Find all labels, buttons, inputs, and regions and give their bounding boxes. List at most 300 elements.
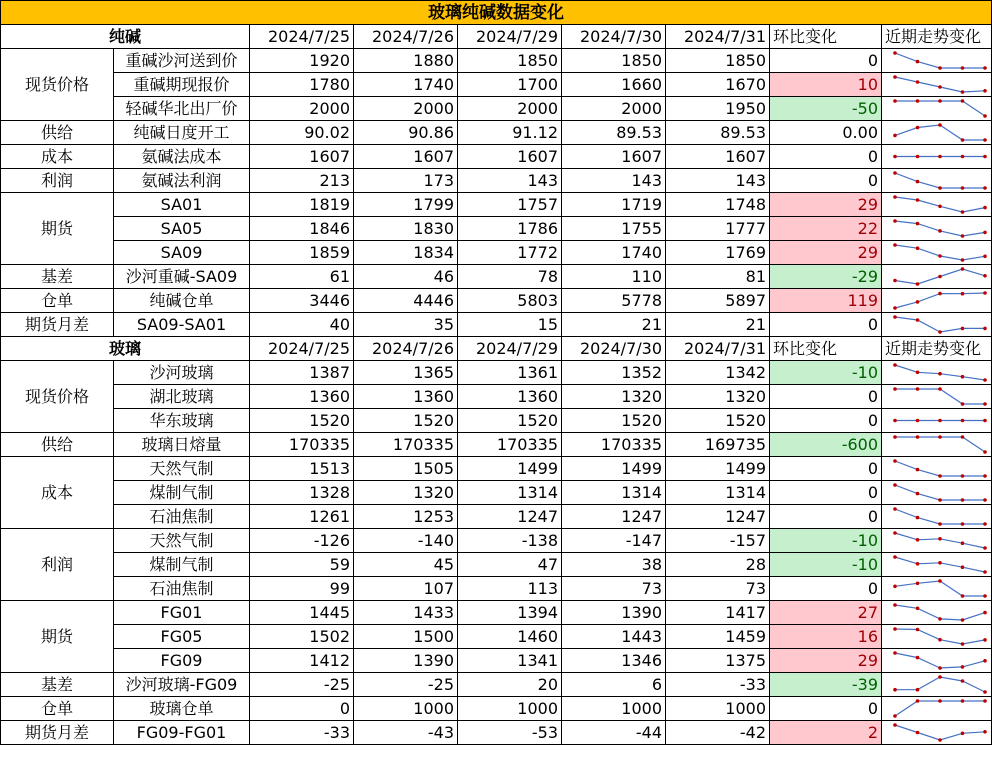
sparkline-point [938, 638, 942, 642]
value-cell: 1719 [562, 193, 666, 217]
table-row [1, 649, 992, 673]
table-row [1, 241, 992, 265]
change-cell: 0 [770, 313, 882, 337]
category-label: 现货价格 [1, 49, 114, 121]
sparkline-point [961, 234, 965, 238]
trend-cell [882, 265, 992, 289]
sparkline-line [895, 461, 985, 476]
sparkline-point [983, 186, 987, 190]
trend-cell [882, 97, 992, 121]
trend-cell [882, 361, 992, 385]
value-cell: 1394 [458, 601, 562, 625]
sparkline-point [916, 180, 920, 184]
sparkline-point [916, 80, 920, 84]
sparkline-chart [885, 625, 992, 648]
sparkline-point [893, 531, 897, 535]
value-cell: 1780 [250, 73, 354, 97]
sparkline-point [916, 699, 920, 703]
sparkline-point [983, 327, 987, 331]
change-cell: -10 [770, 361, 882, 385]
value-cell: 1772 [458, 241, 562, 265]
sparkline-point [893, 171, 897, 175]
sparkline-point [961, 699, 965, 703]
sparkline-point [938, 522, 942, 526]
value-cell: 1777 [666, 217, 770, 241]
trend-cell [882, 49, 992, 73]
date-header: 2024/7/26 [354, 337, 458, 361]
sparkline-point [916, 300, 920, 304]
sparkline-point [938, 675, 942, 679]
trend-cell [882, 481, 992, 505]
sparkline-point [961, 155, 965, 159]
sparkline-point [983, 274, 987, 278]
item-label: FG05 [114, 625, 250, 649]
sparkline-point [916, 538, 920, 542]
sparkline-point [893, 507, 897, 511]
trend-cell [882, 649, 992, 673]
sparkline-point [893, 603, 897, 607]
value-cell: 2000 [562, 97, 666, 121]
value-cell: 1700 [458, 73, 562, 97]
change-cell: -10 [770, 553, 882, 577]
sparkline-point [938, 99, 942, 103]
item-label: 沙河玻璃 [114, 361, 250, 385]
sparkline-point [916, 628, 920, 632]
value-cell: -44 [562, 721, 666, 745]
sparkline-point [961, 679, 965, 683]
value-cell: 89.53 [666, 121, 770, 145]
sparkline-point [983, 66, 987, 70]
value-cell: 1320 [354, 481, 458, 505]
sparkline-point [893, 195, 897, 199]
value-cell: 1520 [666, 409, 770, 433]
value-cell: 1000 [562, 697, 666, 721]
item-label: 石油焦制 [114, 577, 250, 601]
date-header: 2024/7/29 [458, 25, 562, 49]
value-cell: 91.12 [458, 121, 562, 145]
sparkline-point [961, 186, 965, 190]
value-cell: 143 [562, 169, 666, 193]
value-cell: 1520 [250, 409, 354, 433]
sparkline-point [983, 546, 987, 550]
trend-cell [882, 313, 992, 337]
trend-header: 近期走势变化 [882, 25, 992, 49]
value-cell: -33 [250, 721, 354, 745]
change-cell: -10 [770, 529, 882, 553]
sparkline-point [893, 134, 897, 138]
table-row [1, 721, 992, 745]
value-cell: 1850 [666, 49, 770, 73]
value-cell: 47 [458, 553, 562, 577]
value-cell: 1834 [354, 241, 458, 265]
sparkline-point [983, 522, 987, 526]
change-cell: 0 [770, 145, 882, 169]
item-label: 玻璃仓单 [114, 697, 250, 721]
table-row [1, 481, 992, 505]
table-row [1, 673, 992, 697]
sparkline-point [893, 723, 897, 727]
item-label: 华东玻璃 [114, 409, 250, 433]
value-cell: 1247 [562, 505, 666, 529]
value-cell: -43 [354, 721, 458, 745]
value-cell: 73 [666, 577, 770, 601]
value-cell: 1748 [666, 193, 770, 217]
value-cell: 1417 [666, 601, 770, 625]
sparkline-point [961, 498, 965, 502]
value-cell: 1786 [458, 217, 562, 241]
sparkline-point [916, 99, 920, 103]
sparkline-point [961, 541, 965, 545]
item-label: SA09-SA01 [114, 313, 250, 337]
sparkline-point [916, 435, 920, 439]
value-cell: 45 [354, 553, 458, 577]
sparkline-point [916, 126, 920, 130]
value-cell: -138 [458, 529, 562, 553]
sparkline-chart [885, 721, 992, 744]
value-cell: 1433 [354, 601, 458, 625]
value-cell: 1360 [250, 385, 354, 409]
sparkline-chart [885, 361, 992, 384]
sparkline-point [916, 371, 920, 375]
sparkline-point [961, 665, 965, 669]
sparkline-line [895, 173, 985, 188]
section-title: 玻璃 [1, 337, 250, 361]
sparkline-point [938, 699, 942, 703]
value-cell: 28 [666, 553, 770, 577]
trend-cell [882, 409, 992, 433]
sparkline-line [895, 125, 985, 140]
section-title: 纯碱 [1, 25, 250, 49]
sparkline-point [938, 186, 942, 190]
sparkline-point [961, 435, 965, 439]
sparkline-point [893, 483, 897, 487]
table-row [1, 505, 992, 529]
sparkline-point [961, 210, 965, 214]
sparkline-point [961, 565, 965, 569]
sparkline-point [983, 255, 987, 259]
section-header-row [1, 337, 992, 361]
table-row [1, 217, 992, 241]
table-row [1, 577, 992, 601]
table-row [1, 145, 992, 169]
value-cell: 1460 [458, 625, 562, 649]
value-cell: 59 [250, 553, 354, 577]
value-cell: 1846 [250, 217, 354, 241]
value-cell: 170335 [458, 433, 562, 457]
sparkline-point [983, 730, 987, 734]
trend-cell [882, 217, 992, 241]
value-cell: 1499 [666, 457, 770, 481]
change-header: 环比变化 [770, 25, 882, 49]
sparkline-point [893, 99, 897, 103]
sparkline-point [961, 642, 965, 646]
value-cell: 1360 [354, 385, 458, 409]
sparkline-point [961, 292, 965, 296]
item-label: SA09 [114, 241, 250, 265]
value-cell: 1920 [250, 49, 354, 73]
table-row [1, 121, 992, 145]
value-cell: 1830 [354, 217, 458, 241]
sparkline-line [895, 581, 985, 596]
sparkline-point [983, 231, 987, 235]
value-cell: 61 [250, 265, 354, 289]
sparkline-point [893, 306, 897, 310]
category-label: 供给 [1, 121, 114, 145]
sparkline-point [938, 123, 942, 127]
change-cell: 0 [770, 385, 882, 409]
value-cell: -42 [666, 721, 770, 745]
value-cell: 1387 [250, 361, 354, 385]
item-label: 沙河重碱-SA09 [114, 265, 250, 289]
sparkline-point [916, 387, 920, 391]
value-cell: 3446 [250, 289, 354, 313]
value-cell: 173 [354, 169, 458, 193]
category-label: 期货 [1, 193, 114, 265]
value-cell: 1819 [250, 193, 354, 217]
sparkline-point [893, 75, 897, 79]
value-cell: 110 [562, 265, 666, 289]
value-cell: 1607 [666, 145, 770, 169]
sparkline-line [895, 437, 985, 452]
value-cell: 1261 [250, 505, 354, 529]
value-cell: 2000 [354, 97, 458, 121]
value-cell: 1769 [666, 241, 770, 265]
trend-cell [882, 577, 992, 601]
value-cell: -53 [458, 721, 562, 745]
value-cell: 5803 [458, 289, 562, 313]
sparkline-point [938, 275, 942, 279]
sparkline-point [983, 155, 987, 159]
value-cell: 1880 [354, 49, 458, 73]
value-cell: 170335 [354, 433, 458, 457]
trend-cell [882, 169, 992, 193]
value-cell: -157 [666, 529, 770, 553]
value-cell: 1499 [562, 457, 666, 481]
trend-cell [882, 121, 992, 145]
sparkline-point [938, 617, 942, 621]
trend-cell [882, 241, 992, 265]
sparkline-point [961, 419, 965, 423]
date-header: 2024/7/25 [250, 25, 354, 49]
category-label: 成本 [1, 457, 114, 529]
sparkline-line [895, 53, 985, 68]
sparkline-point [916, 492, 920, 496]
value-cell: 1352 [562, 361, 666, 385]
item-label: 氨碱法成本 [114, 145, 250, 169]
item-label: 轻碱华北出厂价 [114, 97, 250, 121]
value-cell: 99 [250, 577, 354, 601]
change-cell: 0 [770, 697, 882, 721]
sparkline-point [938, 666, 942, 670]
value-cell: 1320 [666, 385, 770, 409]
sparkline-point [983, 402, 987, 406]
change-cell: 0 [770, 577, 882, 601]
sparkline-point [983, 89, 987, 93]
value-cell: 1341 [458, 649, 562, 673]
sparkline-line [895, 725, 985, 740]
sparkline-point [916, 582, 920, 586]
change-cell: 0 [770, 481, 882, 505]
change-header: 环比变化 [770, 337, 882, 361]
sparkline-point [938, 205, 942, 209]
value-cell: 1670 [666, 73, 770, 97]
value-cell: 1520 [354, 409, 458, 433]
category-label: 基差 [1, 673, 114, 697]
sparkline-point [983, 594, 987, 598]
sparkline-point [916, 607, 920, 611]
value-cell: 1314 [458, 481, 562, 505]
value-cell: 1950 [666, 97, 770, 121]
item-label: 湖北玻璃 [114, 385, 250, 409]
sparkline-point [983, 291, 987, 295]
value-cell: -25 [250, 673, 354, 697]
value-cell: 21 [562, 313, 666, 337]
value-cell: 46 [354, 265, 458, 289]
sparkline-point [916, 688, 920, 692]
sparkline-point [961, 402, 965, 406]
sparkline-point [961, 618, 965, 622]
value-cell: 5897 [666, 289, 770, 313]
sparkline-line [895, 77, 985, 92]
table-row [1, 697, 992, 721]
sparkline-line [895, 509, 985, 524]
item-label: FG09-FG01 [114, 721, 250, 745]
table-row [1, 97, 992, 121]
table-row [1, 313, 992, 337]
change-cell: 16 [770, 625, 882, 649]
sparkline-point [938, 419, 942, 423]
category-label: 期货月差 [1, 721, 114, 745]
sparkline-point [961, 99, 965, 103]
sparkline-chart [885, 577, 992, 600]
value-cell: 170335 [562, 433, 666, 457]
value-cell: 1755 [562, 217, 666, 241]
sparkline-point [938, 579, 942, 583]
sparkline-point [893, 459, 897, 463]
trend-cell [882, 385, 992, 409]
value-cell: 1247 [666, 505, 770, 529]
value-cell: 107 [354, 577, 458, 601]
table-row [1, 73, 992, 97]
value-cell: -25 [354, 673, 458, 697]
value-cell: 1247 [458, 505, 562, 529]
item-label: FG01 [114, 601, 250, 625]
sparkline-point [938, 498, 942, 502]
sparkline-point [893, 243, 897, 247]
sparkline-chart [885, 673, 992, 696]
value-cell: 1499 [458, 457, 562, 481]
value-cell: 2000 [458, 97, 562, 121]
date-header: 2024/7/31 [666, 337, 770, 361]
value-cell: 38 [562, 553, 666, 577]
category-label: 供给 [1, 433, 114, 457]
sparkline-point [893, 363, 897, 367]
category-label: 期货 [1, 601, 114, 673]
category-label: 成本 [1, 145, 114, 169]
change-cell: 0.00 [770, 121, 882, 145]
sparkline-point [893, 387, 897, 391]
sparkline-point [938, 254, 942, 258]
category-label: 利润 [1, 529, 114, 601]
sparkline-point [983, 114, 987, 118]
sparkline-line [895, 653, 985, 668]
sparkline-line [895, 389, 985, 404]
sparkline-chart [885, 313, 992, 336]
sparkline-point [916, 419, 920, 423]
value-cell: 1390 [354, 649, 458, 673]
value-cell: -147 [562, 529, 666, 553]
date-header: 2024/7/31 [666, 25, 770, 49]
value-cell: 1000 [666, 697, 770, 721]
table-row [1, 433, 992, 457]
sparkline-chart [885, 457, 992, 480]
table-row [1, 457, 992, 481]
title-row [1, 1, 992, 25]
change-cell: 10 [770, 73, 882, 97]
value-cell: 1360 [458, 385, 562, 409]
sparkline-point [983, 699, 987, 703]
item-label: 玻璃日熔量 [114, 433, 250, 457]
value-cell: 1000 [354, 697, 458, 721]
sparkline-line [895, 197, 985, 212]
item-label: 纯碱日度开工 [114, 121, 250, 145]
sparkline-point [916, 155, 920, 159]
sparkline-chart [885, 481, 992, 504]
value-cell: 1607 [250, 145, 354, 169]
value-cell: -126 [250, 529, 354, 553]
sparkline-chart [885, 73, 992, 96]
item-label: 沙河玻璃-FG09 [114, 673, 250, 697]
change-cell: -600 [770, 433, 882, 457]
value-cell: 1390 [562, 601, 666, 625]
trend-cell [882, 625, 992, 649]
trend-cell [882, 697, 992, 721]
item-label: 天然气制 [114, 457, 250, 481]
value-cell: 1850 [458, 49, 562, 73]
sparkline-chart [885, 193, 992, 216]
sparkline-point [961, 594, 965, 598]
sparkline-chart [885, 217, 992, 240]
sparkline-chart [885, 241, 992, 264]
sparkline-chart [885, 289, 992, 312]
item-label: 天然气制 [114, 529, 250, 553]
table-title: 玻璃纯碱数据变化 [1, 1, 992, 25]
trend-cell [882, 505, 992, 529]
category-label: 仓单 [1, 697, 114, 721]
trend-cell [882, 553, 992, 577]
sparkline-chart [885, 601, 992, 624]
value-cell: 1445 [250, 601, 354, 625]
sparkline-point [916, 198, 920, 202]
item-label: 纯碱仓单 [114, 289, 250, 313]
value-cell: 1328 [250, 481, 354, 505]
item-label: 石油焦制 [114, 505, 250, 529]
date-header: 2024/7/25 [250, 337, 354, 361]
change-cell: 29 [770, 193, 882, 217]
sparkline-point [893, 688, 897, 692]
sparkline-chart [885, 553, 992, 576]
table-row [1, 625, 992, 649]
change-cell: 0 [770, 49, 882, 73]
sparkline-point [893, 315, 897, 319]
sparkline-point [961, 66, 965, 70]
sparkline-point [916, 562, 920, 566]
sparkline-point [916, 318, 920, 322]
value-cell: 213 [250, 169, 354, 193]
item-label: 重碱期现报价 [114, 73, 250, 97]
sparkline-point [938, 292, 942, 296]
table-row [1, 49, 992, 73]
